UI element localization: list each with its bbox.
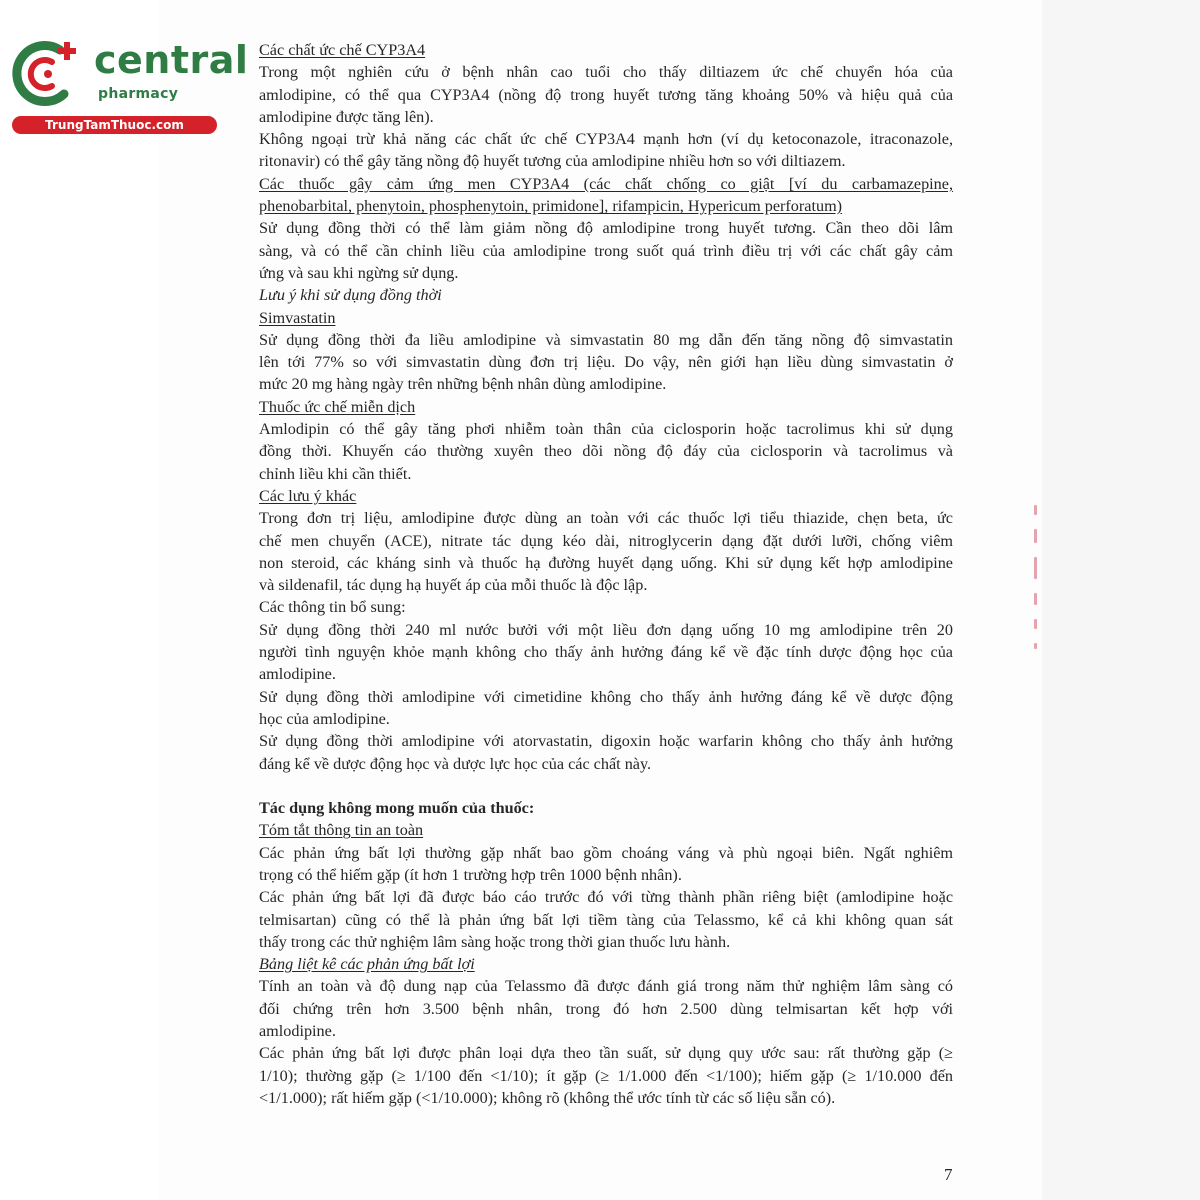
section-heading: Bảng liệt kê các phản ứng bất lợi [259, 955, 475, 974]
text-line: thấy trong các thử nghiệm lâm sàng hoặc trong thời gian thuốc lưu hành. [259, 932, 731, 951]
text-line: Trong đơn trị liệu, amlodipine được dùng an toàn với các thuốc lợi tiểu thiazide, chẹn beta, ức [259, 509, 953, 528]
text-line: Tính an toàn và độ dung nạp của Telassmo đã được đánh giá trong năm thử nghiệm lâm sàng có [259, 977, 953, 996]
section-heading: Simvastatin [259, 308, 336, 327]
section-heading: Các lưu ý khác [259, 486, 357, 505]
document-body [259, 39, 953, 1109]
text-line: lên tới 77% so với simvastatin dùng đơn trị liệu. Do vậy, nên giới hạn liều dùng simvastatin ở [259, 353, 953, 372]
text-line: telmisartan) cũng có thể là phản ứng bất lợi tiềm tàng của Telassmo, kể cả khi không quan sát [259, 910, 953, 929]
text-line: Các phản ứng bất lợi thường gặp nhất bao gồm choáng váng và phù ngoại biên. Ngất nghiêm [259, 843, 953, 862]
text-line: trọng có thể hiếm gặp (ít hơn 1 trường hợp trên 1000 bệnh nhân). [259, 865, 682, 884]
logo-sub-text: pharmacy [98, 86, 179, 102]
section-heading: Tác dụng không mong muốn của thuốc: [259, 799, 535, 818]
text-line: Các phản ứng bất lợi đã được báo cáo trước đó với từng thành phần riêng biệt (amlodipine hoặc [259, 888, 953, 907]
section-heading: Thuốc ức chế miễn dịch [259, 397, 416, 416]
text-line: đồng thời. Khuyến cáo thường xuyên theo dõi nồng độ đáy của ciclosporin và tacrolimus và [259, 442, 953, 461]
text-line: ritonavir) có thể gây tăng nồng độ huyết tương của amlodipine nhiều hơn so với diltiazem. [259, 152, 846, 171]
text-line: Các phản ứng bất lợi được phân loại dựa theo tần suất, sử dụng quy ước sau: rất thường gặp (≥ [259, 1044, 953, 1063]
text-line: amlodipine. [259, 665, 336, 684]
section-heading: phenobarbital, phenytoin, phosphenytoin, primidone], rifampicin, Hypericum perforatum) [259, 197, 843, 216]
text-line: sàng, và có thể cần chỉnh liều của amlodipine trong suốt quá trình điều trị với các chất gây cảm [259, 241, 953, 260]
text-line: Amlodipin có thể gây tăng phơi nhiễm toàn thân của ciclosporin hoặc tacrolimus khi sử dụng [259, 420, 953, 439]
logo-site-banner: TrungTamThuoc.com [12, 116, 217, 134]
text-line: học của amlodipine. [259, 709, 390, 728]
central-pharmacy-logo[interactable] [8, 36, 249, 136]
page-number: 7 [944, 1165, 953, 1184]
text-line: amlodipine được tăng lên). [259, 107, 434, 126]
section-heading: Tóm tắt thông tin an toàn [259, 821, 424, 840]
text-line: người tình nguyện khỏe mạnh không cho thấy ảnh hưởng đáng kể về đặc tính dược động học của [259, 643, 953, 662]
right-margin [1042, 0, 1200, 1200]
text-line: Sử dụng đồng thời amlodipine với cimetidine không cho thấy ảnh hưởng đáng kể về dược động [259, 687, 953, 706]
text-line: đáng kể về dược động học và dược lực học của các chất này. [259, 754, 652, 773]
text-line: Sử dụng đồng thời 240 ml nước bưởi với một liều đơn dạng uống 10 mg amlodipine trên 20 [259, 620, 953, 639]
section-heading: Các thuốc gây cảm ứng men CYP3A4 (các chất chống co giật [ví du carbamazepine, [259, 174, 953, 193]
text-line: Sử dụng đồng thời có thể làm giảm nồng độ amlodipine trong huyết tương. Cần theo dõi lâm [259, 219, 953, 238]
text-line: mức 20 mg hàng ngày trên những bệnh nhân dùng amlodipine. [259, 375, 667, 394]
left-margin [0, 0, 158, 1200]
text-line: amlodipine, có thể qua CYP3A4 (nồng độ trong huyết tương tăng khoảng 50% và hiệu quả của [259, 85, 953, 104]
text-line: amlodipine. [259, 1022, 336, 1041]
text-line: Sử dụng đồng thời amlodipine với atorvastatin, digoxin hoặc warfarin không cho thấy ảnh hưởng [259, 732, 953, 751]
handwritten-marks [1028, 505, 1042, 675]
section-heading: Lưu ý khi sử dụng đồng thời [259, 286, 442, 305]
text-line: 1/10); thường gặp (≥ 1/100 đến <1/10); ít gặp (≥ 1/1.000 đến <1/100); hiếm gặp (≥ 1/10.000 đến [259, 1066, 953, 1085]
text-line: ứng và sau khi ngừng sử dụng. [259, 263, 459, 282]
text-line: đối chứng trên hơn 3.500 bệnh nhân, trong đó hơn 2.500 dùng telmisartan kết hợp với [259, 999, 953, 1018]
text-line: Trong một nghiên cứu ở bệnh nhân cao tuổi cho thấy diltiazem ức chế chuyển hóa của [259, 63, 953, 82]
spacer [259, 775, 953, 797]
logo-mark-icon [8, 36, 92, 116]
text-line: <1/1.000); rất hiếm gặp (<1/10.000); không rõ (không thể ước tính từ các số liệu sẵn có). [259, 1088, 836, 1107]
section-heading: Các chất ức chế CYP3A4 [259, 41, 426, 59]
text-line: chế men chuyển (ACE), nitrate tác dụng kéo dài, nitroglycerin dạng đặt dưới lưỡi, chống viêm [259, 531, 953, 550]
text-line: Không ngoại trừ khả năng các chất ức chế CYP3A4 mạnh hơn (ví dụ ketoconazole, itraconazole, [259, 130, 953, 149]
text-line: Các thông tin bổ sung: [259, 598, 406, 617]
logo-brand-text: central [94, 38, 249, 82]
text-line: Sử dụng đồng thời đa liều amlodipine và simvastatin 80 mg dẫn đến tăng nồng độ simvastatin [259, 330, 953, 349]
text-line: non steroid, các kháng sinh và thuốc hạ đường huyết dạng uống. Khi sử dụng kết hợp amlodipine [259, 553, 953, 572]
text-line: chỉnh liều khi cần thiết. [259, 464, 412, 483]
text-line: và sildenafil, tác dụng hạ huyết áp của mỗi thuốc là độc lập. [259, 576, 648, 595]
